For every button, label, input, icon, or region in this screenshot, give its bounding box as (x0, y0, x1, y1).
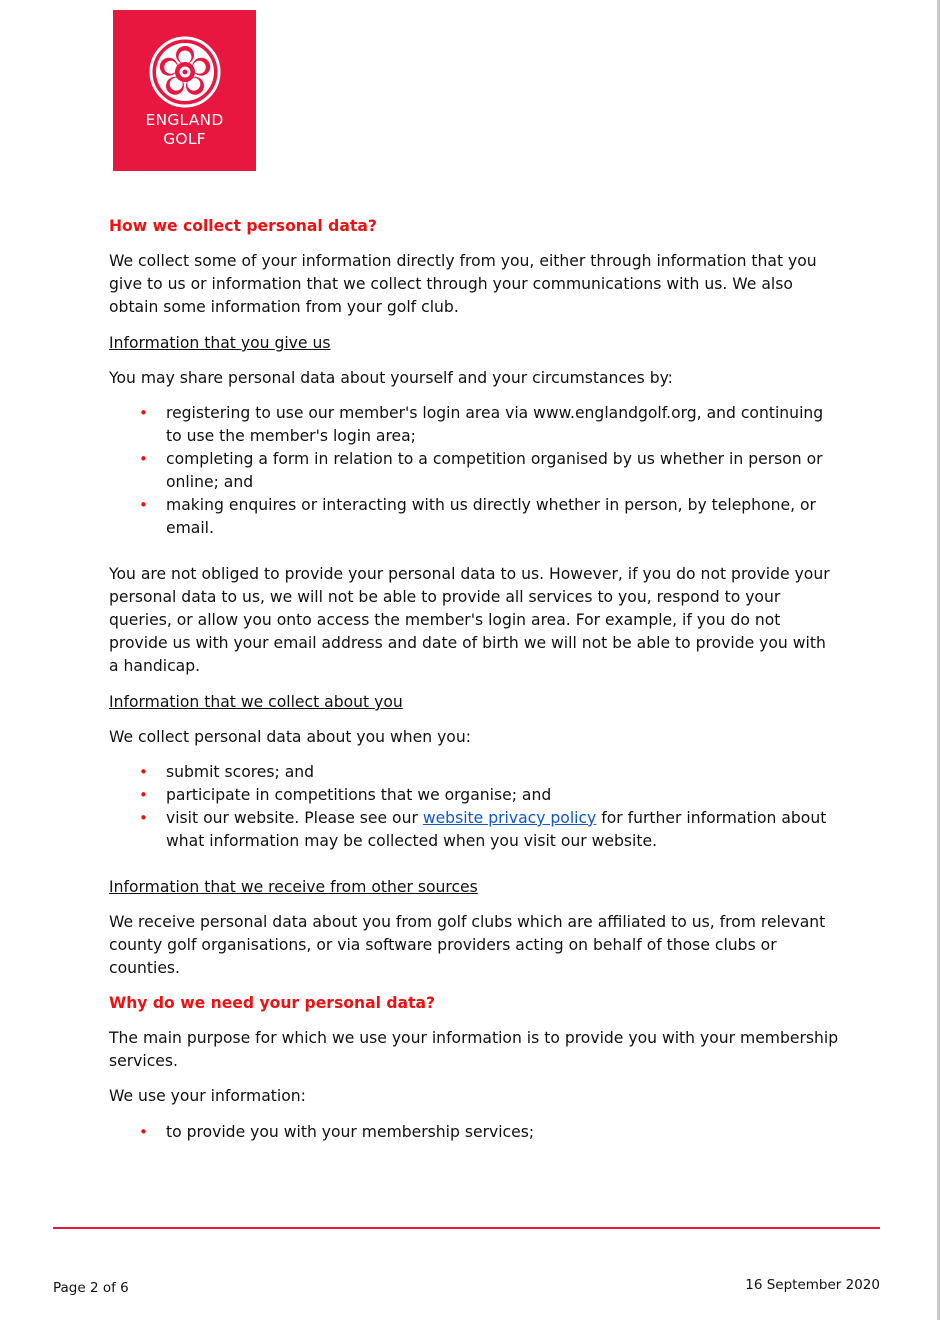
use-lead-paragraph: We use your information: (109, 1087, 306, 1105)
website-privacy-policy-link[interactable]: website privacy policy (422, 809, 597, 827)
list-item: • visit our website. Please see our website privacy policy for further information about what information may be collected when you visit our website. (139, 809, 827, 850)
list-item: • completing a form in relation to a competition organised by us whether in person or online; and (139, 450, 823, 491)
not-obliged-paragraph: You are not obliged to provide your personal data to us. However, if you do not provide your personal data to us, we will not be able to provide all services to you, respond to your queries, or allow you onto access the member's login area. For example, if you do not provide us with your email address and date of birth we will not be able to provide you with a handicap. (109, 565, 830, 675)
collect-lead-paragraph: We collect personal data about you when you: (109, 728, 471, 746)
subheading-information-we-collect: Information that we collect about you (109, 693, 403, 711)
give-lead-paragraph: You may share personal data about yourself and your circumstances by: (109, 369, 673, 387)
heading-why-we-need: Why do we need your personal data? (109, 994, 436, 1012)
page-number: Page 2 of 6 (53, 1280, 129, 1296)
list-item: • making enquires or interacting with us directly whether in person, by telephone, or email. (139, 496, 816, 537)
other-sources-paragraph: We receive personal data about you from golf clubs which are affiliated to us, from relevant county golf organisations, or via software providers acting on behalf of those clubs or counties. (109, 913, 826, 977)
bullet-icon: • (139, 809, 148, 827)
bullet-icon: • (139, 450, 148, 468)
subheading-information-you-give: Information that you give us (109, 334, 331, 352)
england-golf-logo (113, 10, 256, 171)
bullet-icon: • (139, 786, 148, 804)
bullet-icon: • (139, 404, 148, 422)
bullet-icon: • (139, 763, 148, 781)
use-list (109, 1121, 839, 1144)
document-date: 16 September 2020 (745, 1277, 880, 1293)
list-item: • participate in competitions that we organise; and (109, 784, 839, 807)
rose-emblem-icon (149, 36, 221, 108)
why-paragraph: The main purpose for which we use your information is to provide you with your membership services. (109, 1029, 839, 1070)
bullet-icon: • (139, 496, 148, 514)
heading-how-we-collect: How we collect personal data? (109, 217, 377, 235)
give-list (109, 402, 839, 540)
logo-line-1: ENGLAND (145, 111, 224, 129)
document-body (109, 215, 839, 1144)
list-item: • registering to use our member's login area via www.englandgolf.org, and continuing to use the member's login area; (139, 404, 824, 445)
list-item: • submit scores; and (109, 761, 839, 784)
logo-line-2: GOLF (163, 130, 206, 148)
list-item: • to provide you with your membership services; (109, 1121, 839, 1144)
footer-rule (53, 1227, 880, 1229)
subheading-other-sources: Information that we receive from other sources (109, 878, 478, 896)
intro-paragraph: We collect some of your information directly from you, either through information that you give to us or information that we collect through your communications with us. We also obtain some information from your golf club. (109, 252, 817, 316)
collect-list (109, 761, 839, 853)
bullet-icon: • (139, 1123, 148, 1141)
